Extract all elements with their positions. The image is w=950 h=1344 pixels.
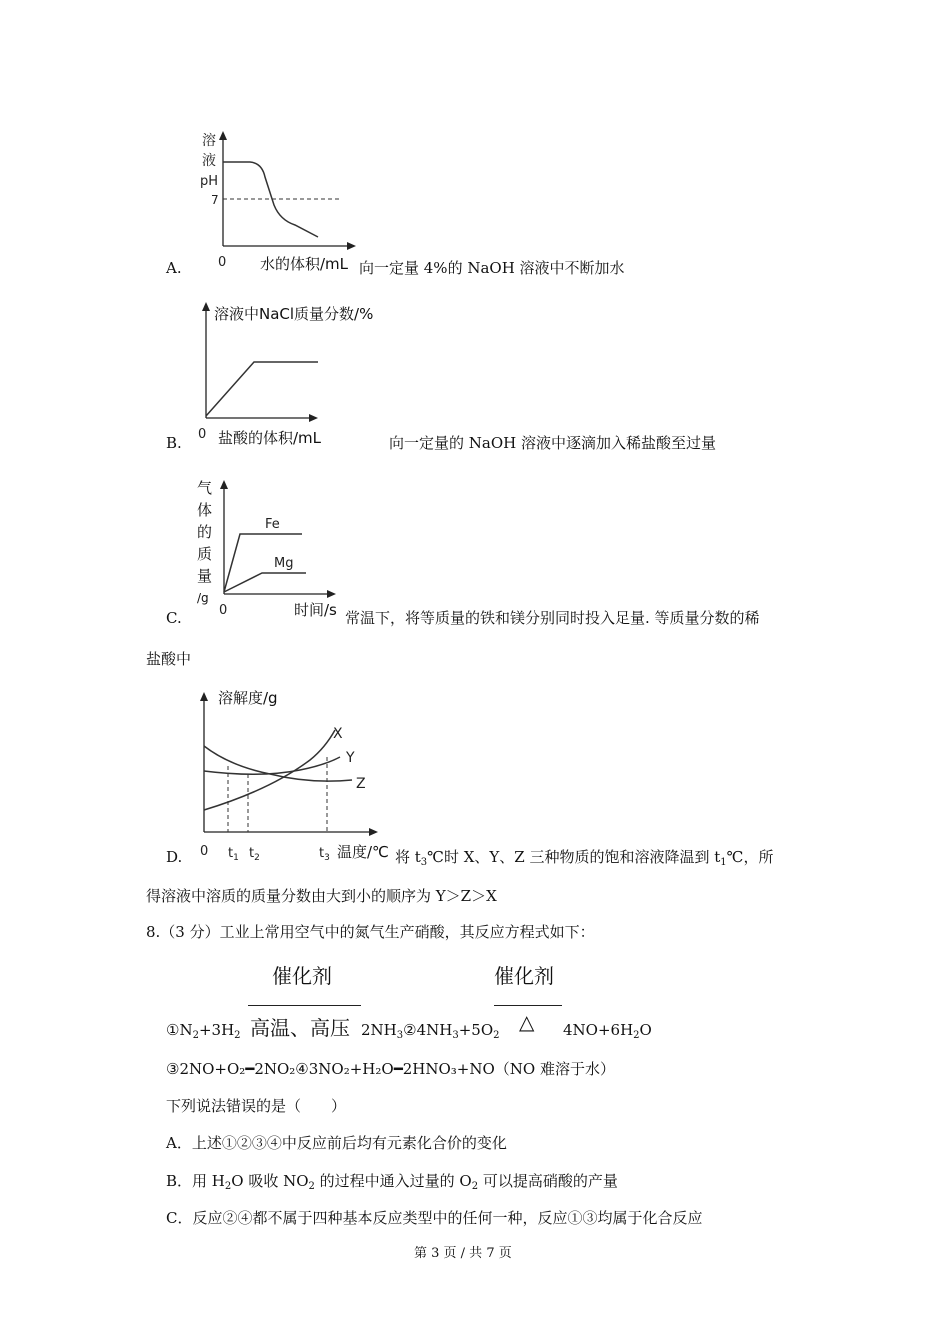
question-8-stem: 8.（3 分）工业上常用空气中的氮气生产硝酸，其反应方程式如下： xyxy=(146,923,595,941)
c-y-char: 气 xyxy=(197,479,213,497)
catalyst-label-2: 催化剂 xyxy=(494,964,554,988)
option-b-desc: 向一定量的 NaOH 溶液中逐滴加入稀盐酸至过量 xyxy=(389,434,716,452)
option-d-desc-line2: 得溶液中溶质的质量分数由大到小的顺序为 Y＞Z＞X xyxy=(146,887,497,905)
equation-1-left: $①N_2+3H_2$ xyxy=(166,1021,241,1041)
a-origin: 0 xyxy=(218,255,227,270)
d-curve-z xyxy=(204,746,352,781)
option-d-x-label: 温度/℃ xyxy=(337,843,389,861)
d-curve-y-label: Y xyxy=(346,750,355,766)
page-footer: 第 3 页 / 共 7 页 xyxy=(414,1246,512,1261)
reaction-arrow-1 xyxy=(248,1005,361,1006)
a-y-label-1: 溶 xyxy=(202,133,216,149)
b-origin: 0 xyxy=(198,427,207,442)
option-d-y-label: 溶解度/g xyxy=(218,689,278,707)
c-y-char: 的 xyxy=(197,523,213,541)
d-curve-z-label: Z xyxy=(356,776,366,792)
a-tick-7: 7 xyxy=(211,193,219,207)
option-c-desc-line1: 常温下，将等质量的铁和镁分别同时投入足量. 等质量分数的稀 xyxy=(345,609,760,627)
catalyst-label-1: 催化剂 xyxy=(272,964,332,988)
a-y-arrow xyxy=(219,131,227,140)
choice-b: B．用 $H_2O$ 吸收 $NO_2$ 的过程中通入过量的 $O_2$ 可以提高硝酸的产量 xyxy=(166,1172,618,1192)
option-c-y-label xyxy=(197,477,217,609)
option-b-letter: B. xyxy=(166,434,182,452)
b-x-arrow xyxy=(309,414,318,422)
c-y-char: 量 xyxy=(197,567,213,585)
d-t1: $t_1$ xyxy=(228,846,239,863)
c-mg-curve xyxy=(224,573,306,592)
c-origin: 0 xyxy=(219,603,228,618)
choice-a: A．上述①②③④中反应前后均有元素化合价的变化 xyxy=(166,1134,507,1152)
option-c-letter: C. xyxy=(166,609,182,627)
condition-label-1: 高温、高压 xyxy=(250,1016,350,1040)
option-a-x-label: 水的体积/mL xyxy=(260,255,349,273)
condition-label-2: △ xyxy=(519,1010,535,1034)
reaction-arrow-2 xyxy=(494,1005,562,1006)
d-curve-x-label: X xyxy=(333,726,343,742)
choice-c: C．反应②④都不属于四种基本反应类型中的任何一种，反应①③均属于化合反应 xyxy=(166,1209,703,1227)
b-y-arrow xyxy=(202,302,210,311)
option-a-svg xyxy=(190,125,360,275)
c-series-mg: Mg xyxy=(274,556,294,571)
question-8-prompt: 下列说法错误的是（ ） xyxy=(166,1097,347,1115)
a-x-arrow xyxy=(347,242,356,250)
c-x-arrow xyxy=(327,590,336,598)
d-t2: $t_2$ xyxy=(249,846,260,863)
option-a-letter: A. xyxy=(166,259,182,277)
option-c-x-label: 时间/s xyxy=(294,601,337,619)
a-y-label-3: pH xyxy=(200,174,219,189)
option-c-desc-line2: 盐酸中 xyxy=(146,650,192,668)
c-y-arrow xyxy=(220,480,228,489)
option-a-desc: 向一定量 4%的 NaOH 溶液中不断加水 xyxy=(359,259,625,277)
c-y-char: /g xyxy=(197,591,209,605)
option-a-graph xyxy=(190,125,360,275)
d-t3: $t_3$ xyxy=(319,846,330,863)
equation-1-product: $2NH_3②4NH_3+5O_2$ xyxy=(361,1021,500,1041)
a-y-label-2: 液 xyxy=(202,153,216,169)
c-series-fe: Fe xyxy=(265,517,280,532)
c-y-char: 体 xyxy=(197,501,213,519)
c-y-char: 质 xyxy=(197,545,213,563)
equation-2-product: $4NO+6H_2O$ xyxy=(563,1021,652,1041)
d-curve-x xyxy=(204,730,335,810)
b-nacl-curve xyxy=(206,362,318,416)
d-x-arrow xyxy=(369,828,378,836)
equation-line-2: ③2NO+O₂━2NO₂④3NO₂+H₂O━2HNO₃+NO（NO 难溶于水） xyxy=(166,1060,615,1078)
option-b-y-label: 溶液中NaCl质量分数/% xyxy=(214,305,374,323)
option-d-letter: D. xyxy=(166,848,183,866)
d-y-arrow xyxy=(200,692,208,701)
d-origin: 0 xyxy=(200,844,209,859)
option-d-desc-line1: 将 $t_3℃$时 X、Y、Z 三种物质的饱和溶液降温到 $t_1℃$，所 xyxy=(395,848,774,868)
option-b-x-label: 盐酸的体积/mL xyxy=(218,429,322,447)
